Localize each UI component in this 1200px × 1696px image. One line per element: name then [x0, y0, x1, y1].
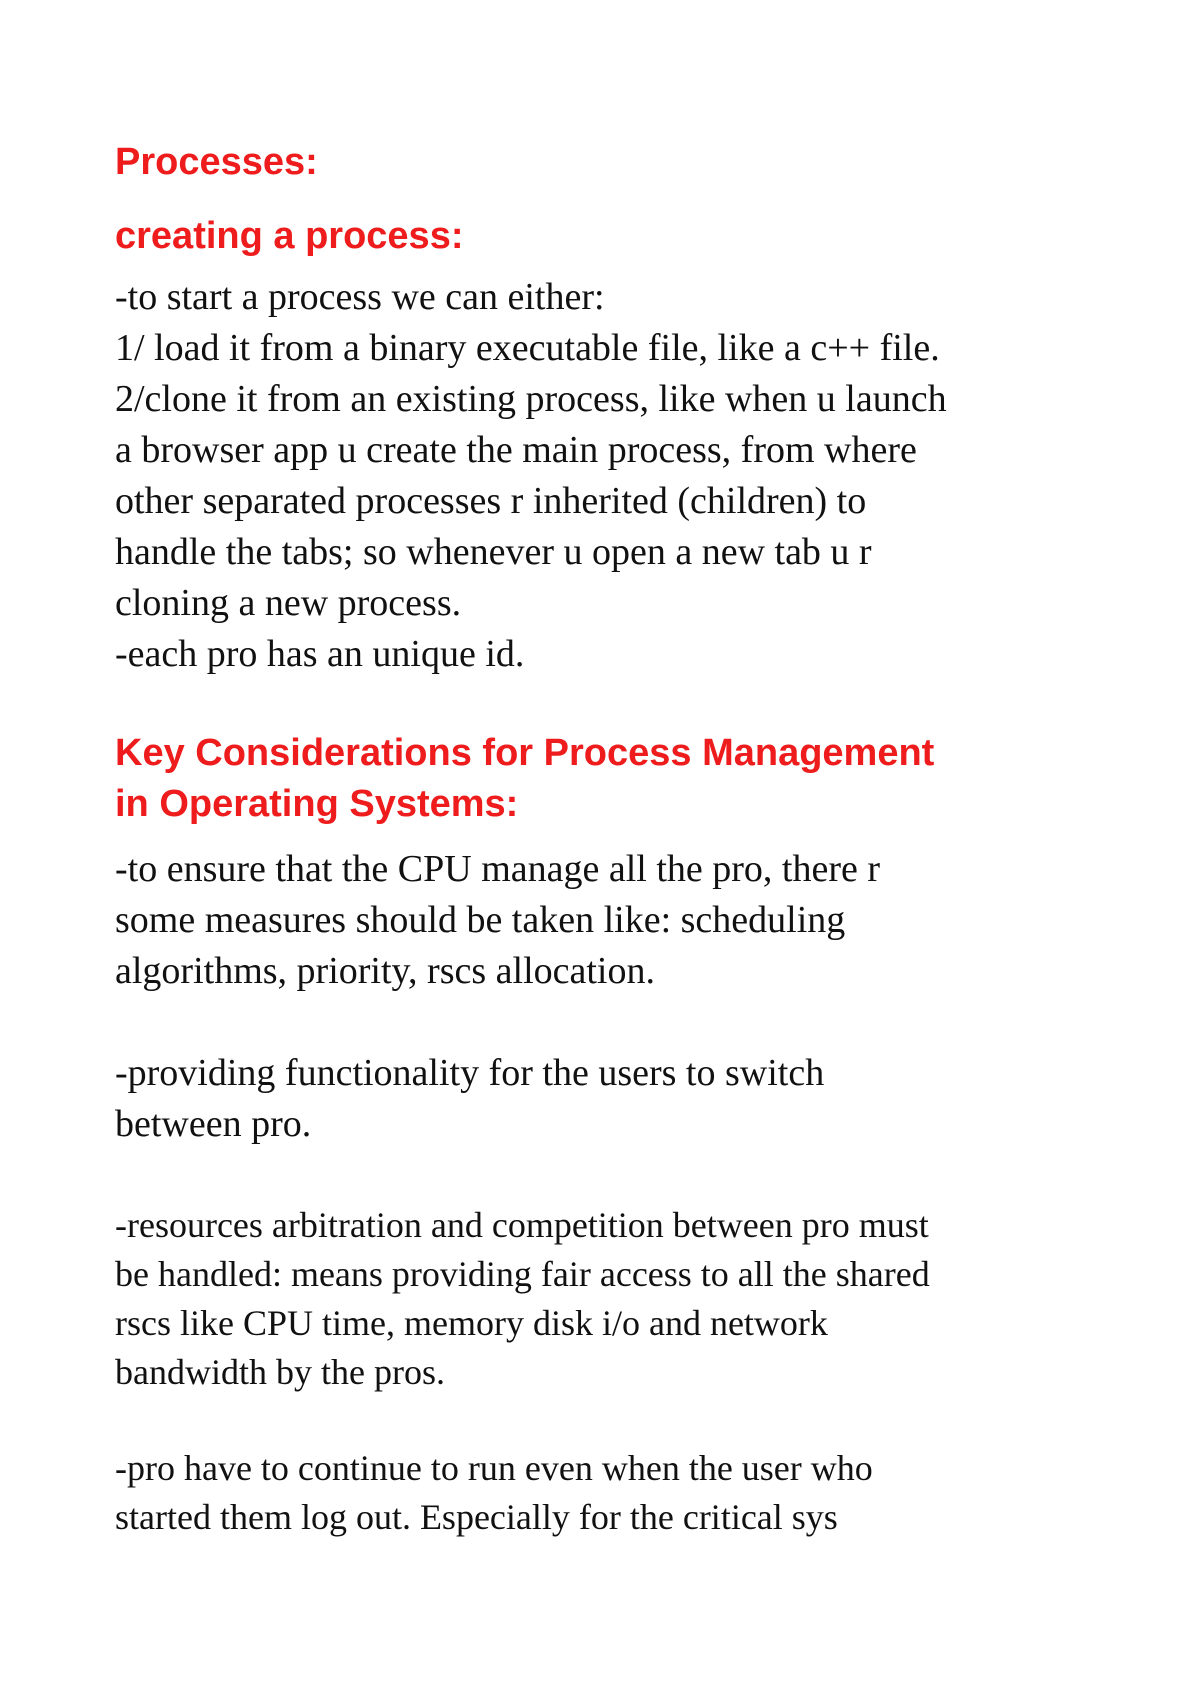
text-line: algorithms, priority, rscs allocation.: [115, 950, 655, 992]
text-line: handle the tabs; so whenever u open a new tab u r: [115, 531, 872, 573]
text-line: bandwidth by the pros.: [115, 1352, 445, 1392]
text-line: 2/clone it from an existing process, like when u launch: [115, 378, 947, 420]
text-line: some measures should be taken like: scheduling: [115, 899, 846, 941]
key-paragraph-logout: [115, 1444, 1115, 1542]
text-line: started them log out. Especially for the critical sys: [115, 1497, 838, 1537]
heading-line: Key Considerations for Process Management: [115, 732, 935, 774]
heading-line: in Operating Systems:: [115, 783, 519, 825]
text-line: -to ensure that the CPU manage all the pro, there r: [115, 848, 881, 890]
text-line: other separated processes r inherited (children) to: [115, 480, 867, 522]
text-line: -to start a process we can either:: [115, 276, 605, 318]
text-line: -providing functionality for the users to switch: [115, 1052, 825, 1094]
text-line: between pro.: [115, 1103, 312, 1145]
document-content: [115, 140, 1115, 1542]
text-line: -resources arbitration and competition between pro must: [115, 1205, 929, 1245]
text-line: a browser app u create the main process, from where: [115, 429, 917, 471]
text-line: rscs like CPU time, memory disk i/o and network: [115, 1303, 828, 1343]
text-line: -each pro has an unique id.: [115, 633, 525, 675]
key-paragraph-cpu: [115, 844, 1115, 997]
text-line: -pro have to continue to run even when the user who: [115, 1448, 873, 1488]
text-line: be handled: means providing fair access to all the shared: [115, 1254, 930, 1294]
key-paragraph-switch: [115, 1048, 1115, 1150]
creating-process-paragraph: [115, 272, 1115, 680]
text-line: 1/ load it from a binary executable file, like a c++ file.: [115, 327, 940, 369]
key-paragraph-resources: [115, 1201, 1115, 1397]
heading-processes: Processes:: [115, 141, 318, 183]
text-line: cloning a new process.: [115, 582, 462, 624]
heading-creating-a-process: creating a process:: [115, 215, 464, 257]
heading-key-considerations: [115, 728, 1115, 830]
